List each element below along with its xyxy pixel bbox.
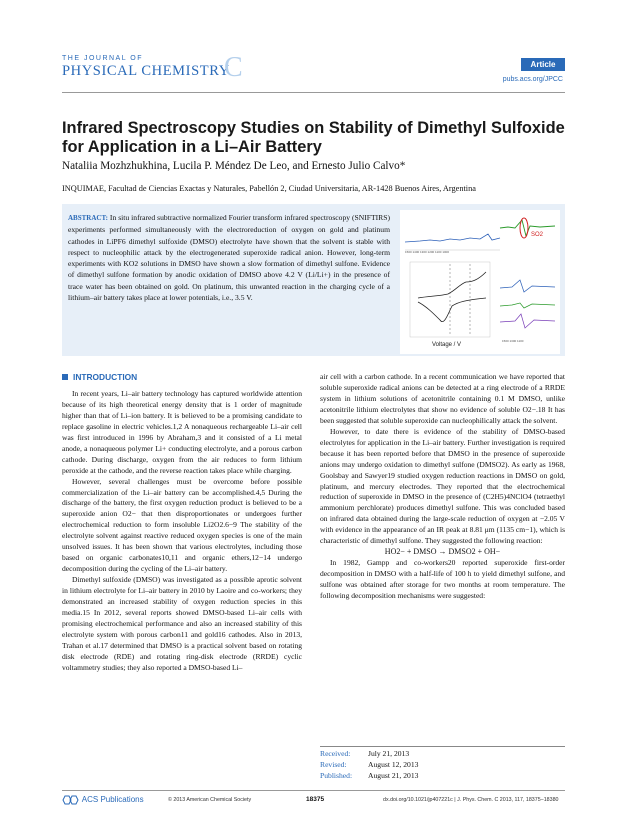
article-type-badge: Article: [521, 58, 565, 71]
toc-tick-labels-2: 1500 1300 1100: [502, 339, 524, 343]
revised-row: Revised: August 12, 2013: [320, 759, 419, 769]
header-divider: [62, 92, 565, 93]
introduction-heading: INTRODUCTION: [62, 372, 302, 383]
paragraph: In recent years, Li–air battery technology has captured worldwide attention because of its high theoretical energy density that is 1 order of magnitude higher than that of Li–ion battery. It is believed to be a promising candidate to replace gasoline in electric vehicles.1,2 A nonaqueous rechargeable Li–air cell was first introduced in 1996 by Abraham,3 and it consisted of a Li metal anode, a nonaqueous polymer Li+ conducting electrolyte, and a porous carbon cathode. During discharge, oxygen from the air reduces to form lithium peroxide at the cathode, and the reverse reaction takes place while charging.: [62, 388, 302, 475]
affiliation: INQUIMAE, Facultad de Ciencias Exactas y Naturales, Pabellón 2, Ciudad Universitaria, AR-1428 Buenos Aires, Argentina: [62, 184, 476, 193]
toc-spectrum-small-3: [500, 314, 555, 328]
dates-divider: [320, 746, 565, 747]
journal-url-link[interactable]: pubs.acs.org/JPCC: [502, 76, 563, 83]
toc-spectrum-small-2: [500, 303, 555, 308]
journal-letter: C: [224, 52, 243, 83]
footer-divider: [62, 790, 565, 791]
column-left: [62, 372, 302, 674]
paragraph: However, to date there is evidence of the stability of DMSO-based electrolytes for application in the Li–air battery. Further investigation is required because it has been reported before that DMSO in the presence of superoxide anions may undergo oxidation to dimethyl sulfone (DMSO2). As early as 1968, Goolsbay and Sawyer19 studied oxygen reduction reactions in DMSO on gold, platinum, and mercury electrodes. They reported that the electrochemical reduction of superoxide in DMSO in the presence of (C2H5)4NClO4 (tetraethyl ammonium perchlorate) produces dimethyl sulfone. This was concluded based on infrared data obtained during the large-scale reduction of oxygen at −2.05 V with evidence in the appearance of an IR peak at 8.81 μm (1135 cm−1), which is characteristic of dimethyl sulfone. They suggested the following reaction:: [320, 426, 565, 546]
author-list: Nataliia Mozhzhukhina, Lucila P. Méndez De Leo, and Ernesto Julio Calvo*: [62, 160, 406, 172]
section-bullet: [62, 374, 68, 380]
paragraph: However, several challenges must be overcome before possible commercialization of the Li–air battery can be accomplished.4,5 During the discharge of the battery, the first oxygen reduction product is believed to be a superoxide anion O2− that then disproportionates or undergoes further electrochemical reduction to form insoluble Li2O2.6−9 The stability of the electrolyte solvent against reactive reduced oxygen species is one of the main unsolved issues. It has been shown that various electrolytes, including those based on organic carbonates10,11 and organic ethers,12−14 undergo decomposition during the cycling of the Li–air battery.: [62, 476, 302, 574]
journal-name: PHYSICAL CHEMISTRY: [62, 63, 230, 79]
toc-graphic: [400, 210, 560, 354]
page-number: 18375: [306, 796, 325, 803]
column-right: [320, 372, 565, 602]
received-row: Received: July 21, 2013: [320, 749, 410, 758]
toc-tick-labels: 1500 1400 1300 1200 1100 1000: [405, 250, 449, 254]
equation: HO2− + DMSO → DMSO2 + OH−: [384, 547, 501, 557]
abstract-text: [68, 212, 390, 303]
publication-dates: [320, 749, 418, 781]
paragraph: In 1982, Gampp and co-workers20 reported superoxide first-order decomposition in DMSO with a half-life of 100 h to yield dimethyl sulfone, and sulfone was obtained after storage for two months at room temperature. The following decomposition mechanisms were suggested:: [320, 558, 565, 601]
acs-hexagon-icon: [62, 795, 80, 805]
article-title: Infrared Spectroscopy Studies on Stability of Dimethyl Sulfoxide for Application in a Li–Air Battery: [62, 119, 565, 156]
abstract-label: ABSTRACT:: [68, 214, 108, 222]
acs-publications-logo: ACS Publications: [62, 795, 144, 805]
toc-spectrum-small-1: [500, 280, 555, 292]
published-row: Published: August 21, 2013: [320, 770, 419, 780]
doi-citation[interactable]: dx.doi.org/10.1021/jp407221c | J. Phys. Chem. C 2013, 117, 18375−18380: [383, 797, 559, 803]
toc-x-axis-label: Voltage / V: [432, 342, 462, 348]
journal-name-small: THE JOURNAL OF: [62, 55, 144, 62]
toc-spectrum-blue: [405, 234, 500, 242]
paragraph: Dimethyl sulfoxide (DMSO) was investigated as a possible aprotic solvent in lithium electrolyte for Li–air battery in 2010 by Laoire and co-workers; they demonstrated an increased stability of oxygen reduction species in this media.15 In 2012, several reports showed DMSO-based Li–air cells with promising electrochemical performance and also an increased stability of this electrolyte system with porous carbon11 and gold16 cathodes. Also in 2013, Trahan et al.17 determined that DMSO is a practical solvent based on rotating disk electrode (RDE) and rotating ring-disk electrode (RRDE) cyclic voltammetry studies; they also reported a DMSO-based Li–: [62, 575, 302, 672]
toc-spectra-figure: [400, 210, 560, 354]
abstract-body: In situ infrared subtractive normalized Fourier transform infrared spectroscopy (SNIFTIRS) experiments performed simultaneously with the electroreduction of oxygen on gold and platinum cathodes in LiPF6 dimethyl sulfoxide (DMSO) electrolyte have shown that the solvent is stable with respect to nucleophilic attack by the electrogenerated superoxide radical anion. However, long-term experiments with KO2 solutions in DMSO have shown a slow formation of dimethyl sulfone. Evidence of dimethyl sulfone formation by anodic oxidation of DMSO above 4.2 V (Li/Li+) in the presence of trace water has been obtained on gold. On platinum, this unwanted reaction in the charging cycle of a lithium–air battery takes place at lower potentials, i.e., 3.5 V.: [68, 213, 390, 303]
toc-annotation: SO2: [531, 232, 544, 238]
toc-cv-curve-2: [418, 298, 486, 322]
toc-cv-curve-1: [418, 272, 486, 298]
paragraph: air cell with a carbon cathode. In a recent communication we have reported that soluble superoxide radical anions can be detected at a ring electrode of a RRDE system in lithium solutions of acetonitrile containing 0.1 M DMSO, unlike acetonitrile lithium electrolytes that show no evidence of soluble O2−.18 It has been suggested that soluble superoxide can nucleophilically attack the solvent.: [320, 372, 565, 425]
copyright-notice: © 2013 American Chemical Society: [168, 797, 252, 803]
